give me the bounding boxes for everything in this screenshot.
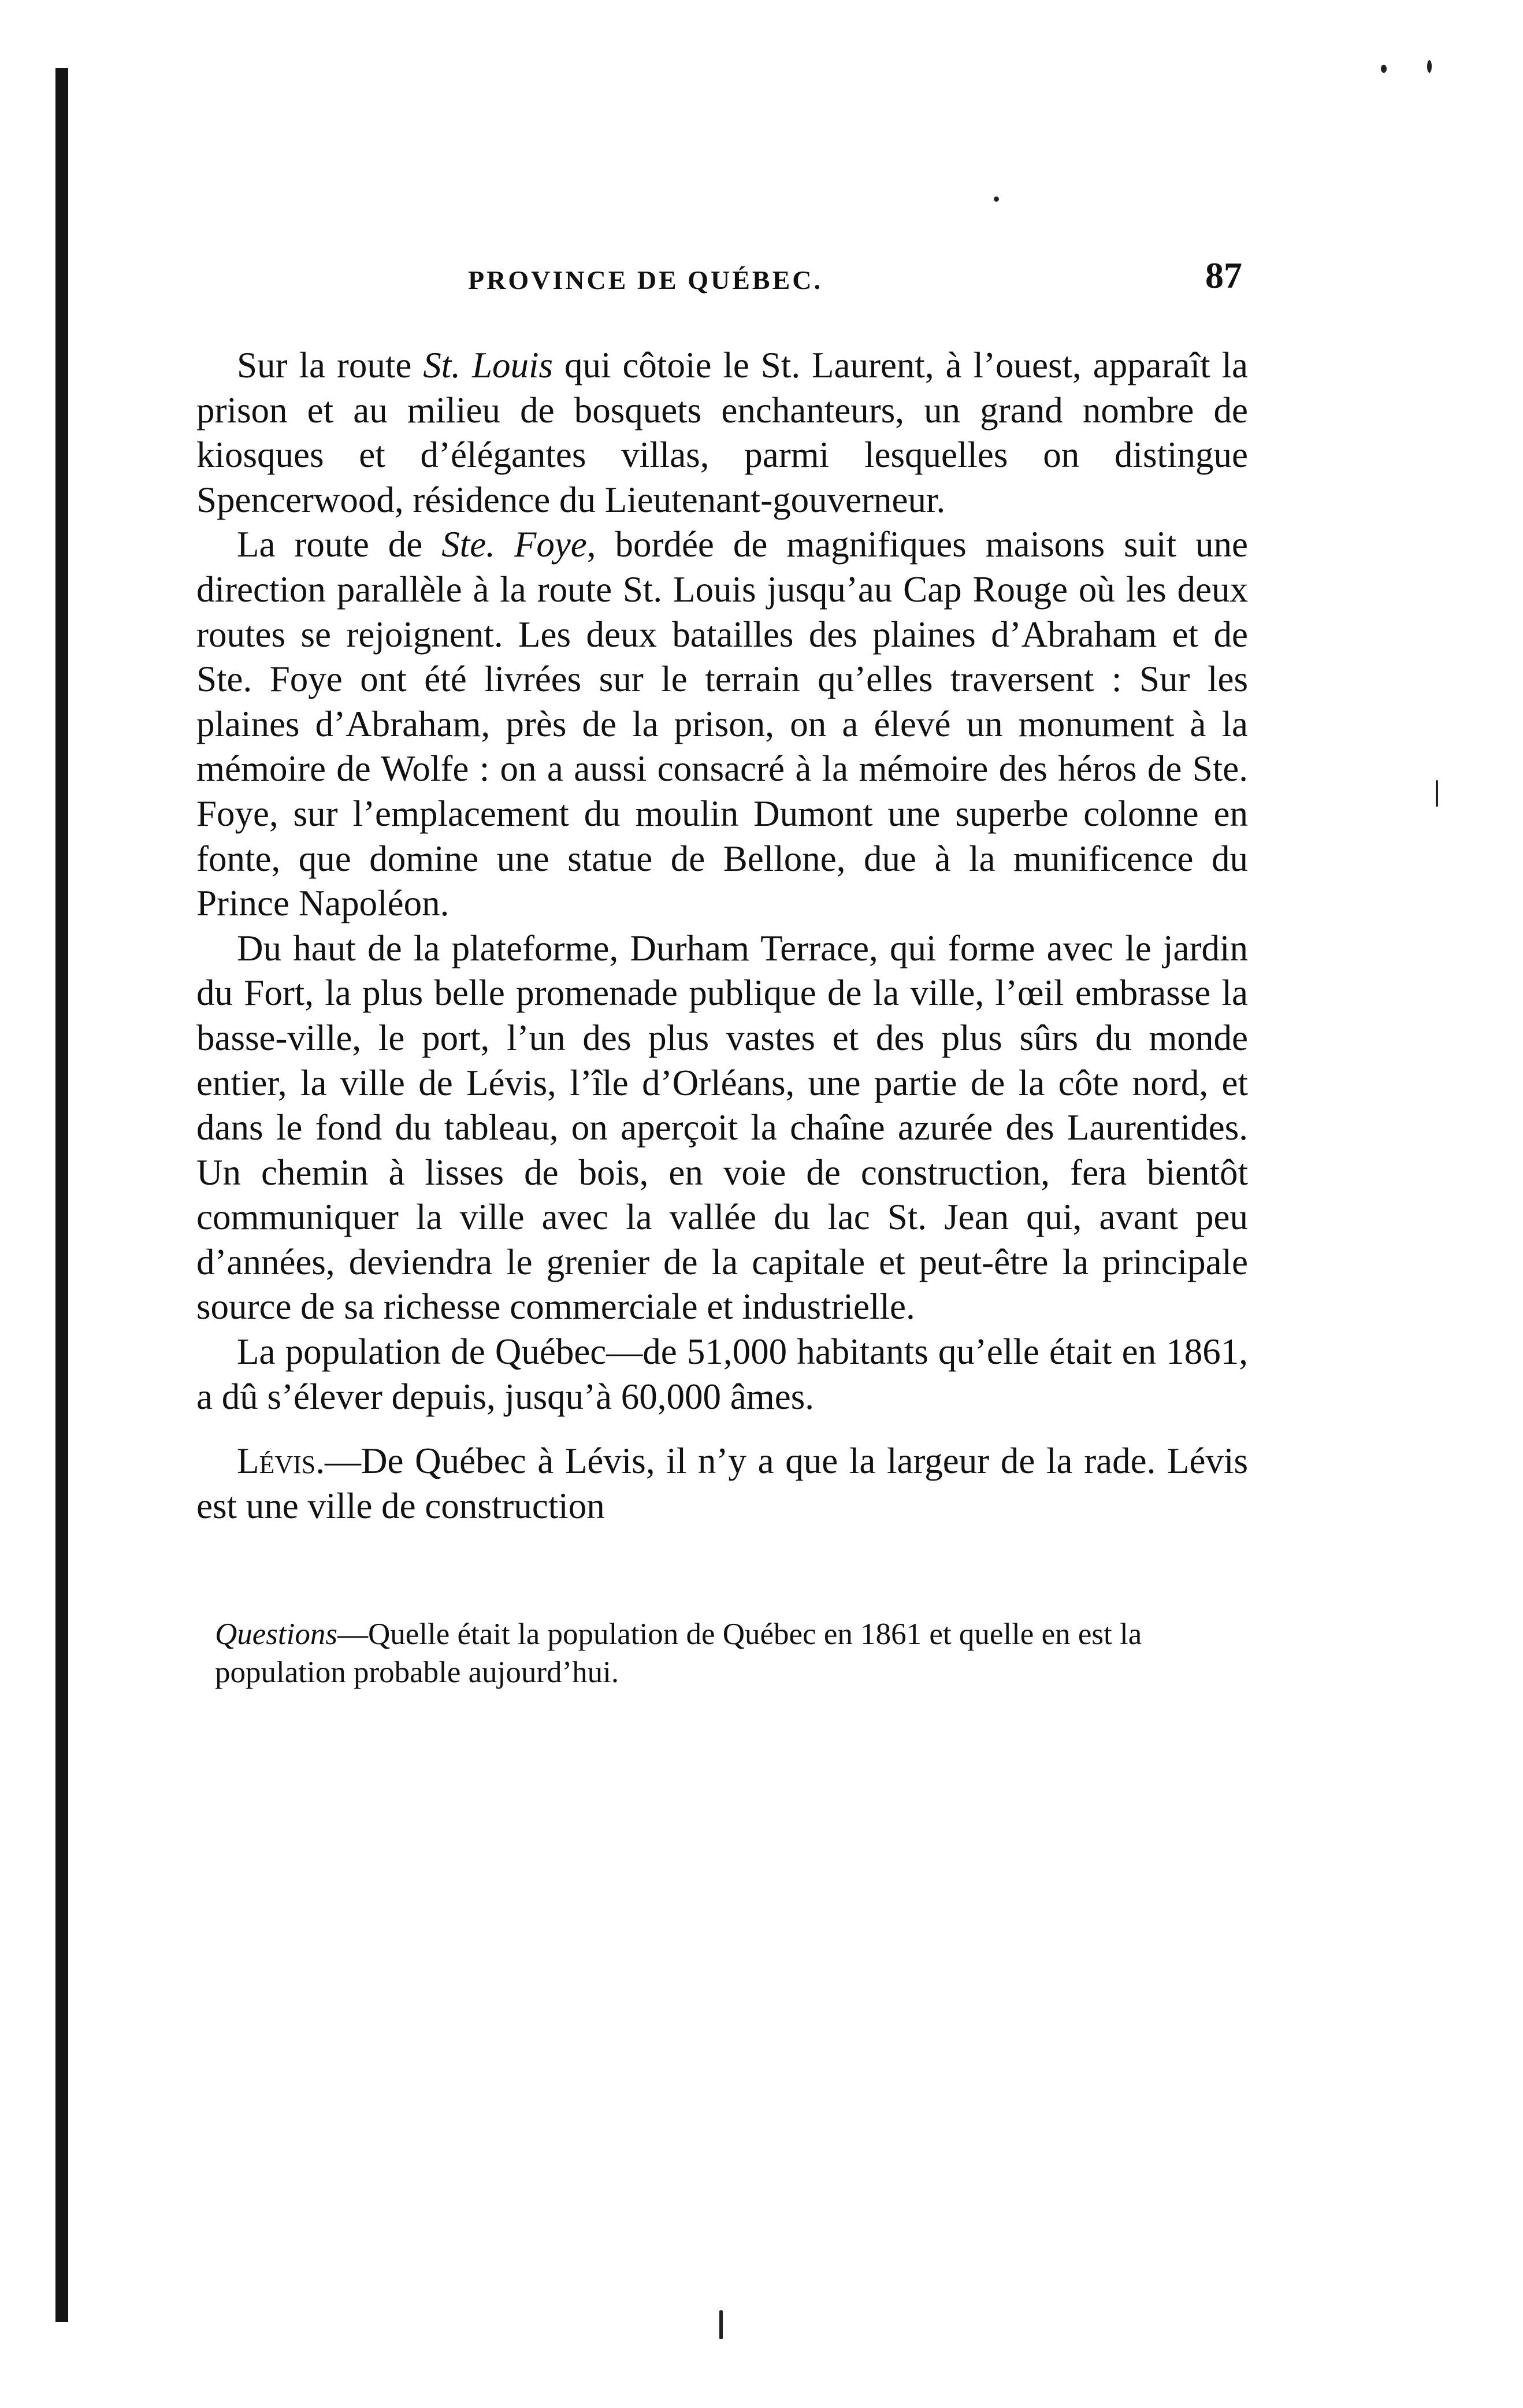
scan-speck: [1436, 780, 1438, 807]
book-page: [196, 254, 1248, 1691]
scan-speck: [994, 196, 999, 202]
paragraph-text: .—De Québec à Lévis, il n’y a que la largeur de la rade. Lévis est une ville de construction: [196, 1441, 1248, 1526]
paragraph-population: La population de Québec—de 51,000 habitants qu’elle était en 1861, a dû s’élever depuis, jusqu’à 60,000 âmes.: [196, 1331, 1248, 1417]
italic-place-name: Ste. Foye: [441, 524, 587, 565]
footnote-body: —Quelle était la population de Québec en 1861 et quelle en est la population probable aujourd’hui.: [215, 1617, 1142, 1690]
page-header: [196, 254, 1248, 306]
running-head: PROVINCE DE QUÉBEC.: [468, 265, 823, 295]
paragraph-text: qui côtoie le St. Laurent, à l’ouest, apparaît la prison et au milieu de bosquets enchanteurs, un grand nombre de kiosques et d’élégantes villas, parmi lesquelles on distingue Spencerwood, résidence du Lieutenant-gouverneur.: [196, 345, 1248, 520]
paragraph-text: La route de: [237, 524, 442, 565]
paragraph-route-ste-foye: [196, 522, 1248, 926]
section-heading-levis: Lévis: [237, 1441, 316, 1482]
paragraph-levis: [196, 1439, 1248, 1528]
paragraph-durham-terrace: Du haut de la plateforme, Durham Terrace, qui forme avec le jardin du Fort, la plus belle promenade publique de la ville, l’œil embrasse la basse-ville, le port, l’un des plus vastes et des plus sûrs du monde entier, la ville de Lévis, l’île d’Orléans, une partie de la côte nord, et dans le fond du tableau, on aperçoit la chaîne azurée des Laurentides. Un chemin à lisses de bois, en voie de construction, fera bientôt communiquer la ville avec la vallée du lac St. Jean qui, avant peu d’années, deviendra le grenier de la capitale et peut-être la principale source de sa richesse commerciale et industrielle.: [196, 927, 1248, 1327]
footnote-text: [215, 1615, 1248, 1691]
footnote-label: Questions: [215, 1617, 337, 1652]
scan-speck: [719, 2310, 723, 2339]
scan-speck: [1427, 60, 1432, 73]
page-number: 87: [1205, 255, 1242, 296]
binding-edge: [55, 68, 68, 2322]
paragraph-text: , bordée de magnifiques maisons suit une direction parallèle à la route St. Louis jusqu’au Cap Rouge où les deux routes se rejoignent. Les deux batailles des plaines d’Abraham et de Ste. Foye ont été livrées sur le terrain qu’elles traversent : Sur les plaines d’Abraham, près de la prison, on a élevé un monument à la mémoire de Wolfe : on a aussi consacré à la mémoire des héros de Ste. Foye, sur l’emplacement du moulin Dumont une superbe colonne en fonte, que domine une statue de Bellone, due à la munificence du Prince Napoléon.: [196, 524, 1249, 924]
paragraph-route-st-louis: [196, 343, 1248, 522]
paragraph-text: Sur la route: [237, 345, 424, 385]
footnote: [196, 1615, 1248, 1691]
body-text: [196, 343, 1248, 1528]
italic-place-name: St. Louis: [423, 345, 554, 385]
scan-speck: [1381, 65, 1387, 73]
